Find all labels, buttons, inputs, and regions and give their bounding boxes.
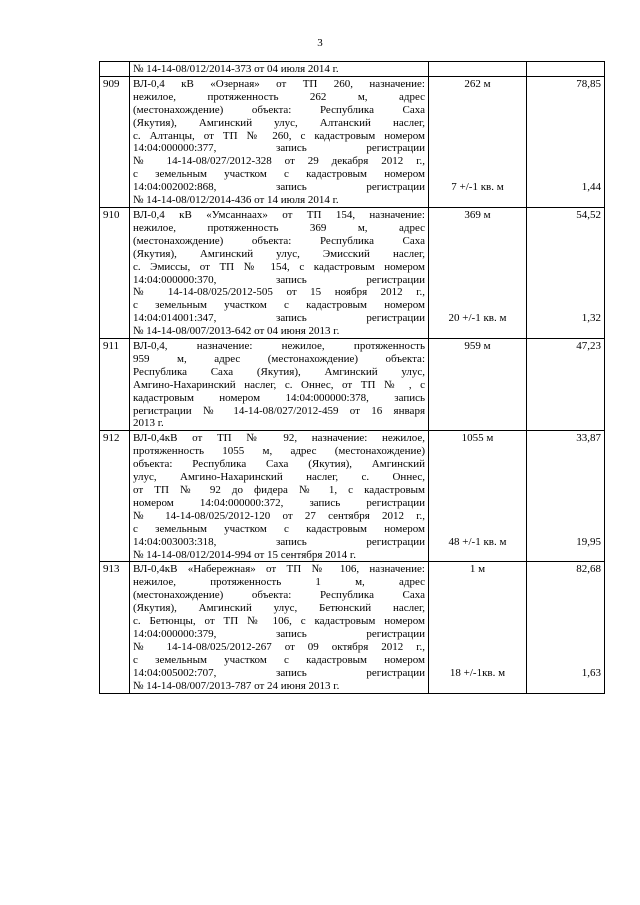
row-length — [429, 562, 527, 693]
cost-value: 47,23 — [576, 340, 601, 353]
description-line: нежилое, протяженность 369 м, адрес — [133, 221, 425, 234]
description-line: номером 14:04:000000:372, запись регистрации — [133, 496, 425, 509]
row-description — [130, 562, 429, 693]
row-number: 910 — [100, 207, 130, 338]
description-line: 14:04:000000:377, запись регистрации — [133, 142, 425, 155]
description-line: 2013 г. — [133, 417, 164, 430]
row-number: 912 — [100, 431, 130, 562]
description-line: протяженность 1055 м, адрес (местонахождение) — [133, 445, 425, 458]
table-row — [100, 76, 605, 207]
length-value: 369 м — [464, 208, 491, 221]
cost-value: 54,52 — [576, 208, 601, 221]
description-line: ВЛ-0,4кВ «Набережная» от ТП № 106, назначение: — [133, 563, 425, 576]
land-cost-value: 1,32 — [581, 312, 601, 325]
row-description — [130, 431, 429, 562]
land-area-value: 18 +/-1кв. м — [449, 666, 506, 679]
continuation-row — [100, 62, 605, 77]
description-line: № 14-14-08/025/2012-505 от 15 ноября 2012 г., — [133, 286, 425, 299]
row-number: 911 — [100, 339, 130, 431]
row-description — [130, 207, 429, 338]
length-value: 959 м — [464, 340, 491, 353]
cost-value: 82,68 — [576, 563, 601, 576]
description-line: 14:04:005002:707, запись регистрации — [133, 666, 425, 679]
description-line: № 14-14-08/012/2014-436 от 14 июля 2014 г. — [133, 194, 339, 207]
description-line: Республика Саха (Якутия), Амгинский улус, — [133, 365, 425, 378]
description-line: (Якутия), Амгинский улус, Алтанский наслег, — [133, 116, 425, 129]
description-line: с земельным участком с кадастровым номером — [133, 653, 425, 666]
continuation-text: № 14-14-08/012/2014-373 от 04 июля 2014 г. — [130, 62, 429, 77]
description-line: с. Эмиссы, от ТП № 154, с кадастровым номером — [133, 260, 425, 273]
description-line: (Якутия), Амгинский улус, Эмисский наслег, — [133, 247, 425, 260]
land-area-value: 48 +/-1 кв. м — [448, 535, 507, 548]
land-cost-value: 1,63 — [581, 666, 601, 679]
description-line: 14:04:014001:347, запись регистрации — [133, 312, 425, 325]
description-line: 14:04:000000:379, запись регистрации — [133, 627, 425, 640]
row-number: 913 — [100, 562, 130, 693]
description-line: регистрации № 14-14-08/027/2012-459 от 16 января — [133, 404, 425, 417]
description-line: с. Бетюнцы, от ТП № 106, с кадастровым номером — [133, 615, 425, 628]
description-line: № 14-14-08/007/2013-787 от 24 июня 2013 г. — [133, 679, 340, 692]
description-line: нежилое, протяженность 262 м, адрес — [133, 90, 425, 103]
land-area-value: 7 +/-1 кв. м — [451, 181, 504, 194]
row-value — [527, 339, 605, 431]
description-line: объекта: Республика Саха (Якутия), Амгинский — [133, 458, 425, 471]
description-line: (местонахождение) объекта: Республика Саха — [133, 589, 425, 602]
length-value: 1055 м — [461, 432, 494, 445]
description-line: 14:04:003003:318, запись регистрации — [133, 535, 425, 548]
row-value — [527, 562, 605, 693]
land-cost-value: 1,44 — [581, 181, 601, 194]
table-row — [100, 562, 605, 693]
table-row — [100, 339, 605, 431]
description-line: 959 м, адрес (местонахождение) объекта: — [133, 352, 425, 365]
land-area-value: 20 +/-1 кв. м — [448, 312, 507, 325]
description-line: ВЛ-0,4 кВ «Озерная» от ТП 260, назначение: — [133, 77, 425, 90]
length-value: 1 м — [469, 563, 486, 576]
description-line: с земельным участком с кадастровым номером — [133, 522, 425, 535]
description-line: (местонахождение) объекта: Республика Саха — [133, 234, 425, 247]
description-line: с земельным участком с кадастровым номером — [133, 299, 425, 312]
description-line: улус, Амгино-Нахаринский наслег, с. Оннес, — [133, 471, 425, 484]
description-line: от ТП № 92 до фидера № 1, с кадастровым — [133, 484, 425, 496]
description-line: 14:04:002002:868, запись регистрации — [133, 181, 425, 194]
description-line: нежилое, протяженность 1 м, адрес — [133, 576, 425, 589]
cost-value: 33,87 — [576, 432, 601, 445]
description-line: ВЛ-0,4, назначение: нежилое, протяженность — [133, 340, 425, 353]
length-value: 262 м — [464, 77, 491, 90]
description-line: с земельным участком с кадастровым номером — [133, 168, 425, 181]
row-value — [527, 76, 605, 207]
row-length — [429, 339, 527, 431]
description-line: 14:04:000000:370, запись регистрации — [133, 273, 425, 286]
description-line: № 14-14-08/012/2014-994 от 15 сентября 2014 г. — [133, 548, 356, 561]
row-value — [527, 207, 605, 338]
description-line: Амгино-Нахаринский наслег, с. Оннес, от ТП № , с — [133, 378, 425, 391]
table-row — [100, 431, 605, 562]
row-description — [130, 339, 429, 431]
description-line: № 14-14-08/007/2013-642 от 04 июня 2013 г. — [133, 325, 340, 338]
description-line: (Якутия), Амгинский улус, Бетюнский наслег, — [133, 602, 425, 615]
page-number: 3 — [317, 37, 323, 49]
description-line: № 14-14-08/027/2012-328 от 29 декабря 2012 г., — [133, 155, 425, 168]
row-length — [429, 431, 527, 562]
row-value — [527, 431, 605, 562]
row-number: 909 — [100, 76, 130, 207]
description-line: ВЛ-0,4 кВ «Умсаннаах» от ТП 154, назначение: — [133, 208, 425, 221]
description-line: с. Алтанцы, от ТП № 260, с кадастровым номером — [133, 129, 425, 142]
description-line: № 14-14-08/025/2012-120 от 27 сентября 2012 г., — [133, 509, 425, 522]
row-description — [130, 76, 429, 207]
land-cost-value: 19,95 — [576, 535, 601, 548]
table-row — [100, 207, 605, 338]
description-line: (местонахождение) объекта: Республика Саха — [133, 103, 425, 116]
cost-value: 78,85 — [576, 77, 601, 90]
description-line: № 14-14-08/025/2012-267 от 09 октября 2012 г., — [133, 640, 425, 653]
row-length — [429, 76, 527, 207]
property-registry-table — [99, 61, 605, 694]
description-line: кадастровым номером 14:04:000000:378, запись — [133, 391, 425, 404]
description-line: ВЛ-0,4кВ от ТП № 92, назначение: нежилое, — [133, 432, 425, 445]
row-length — [429, 207, 527, 338]
